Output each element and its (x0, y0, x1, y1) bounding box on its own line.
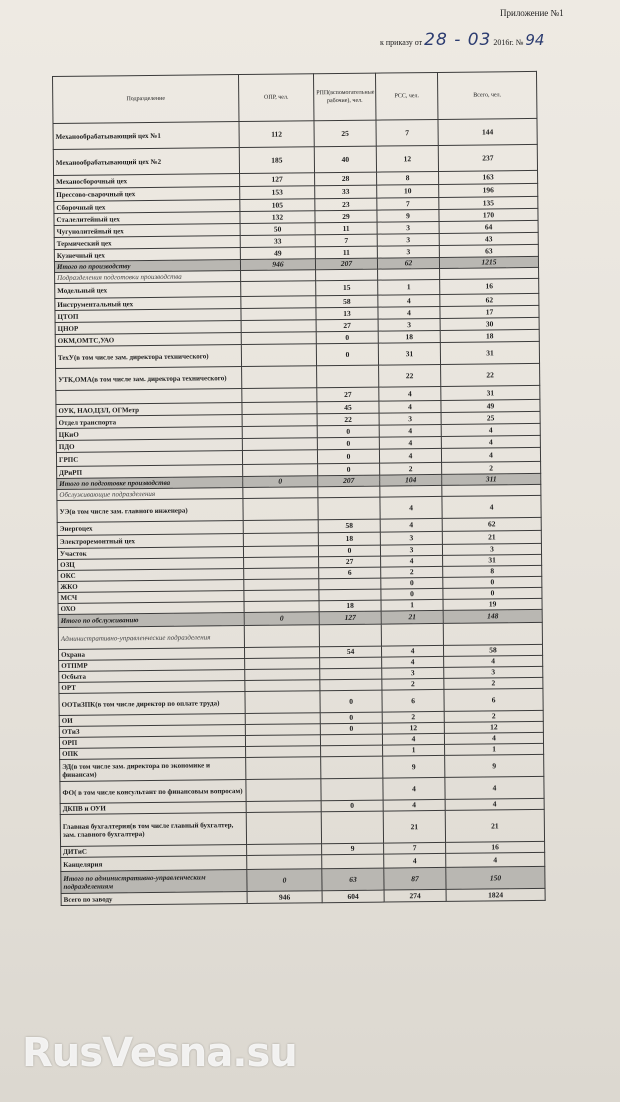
cell-value (245, 713, 320, 725)
cell-value: 4 (441, 423, 540, 436)
cell-department: ОЗЦ (58, 558, 244, 571)
cell-department: ДИТиС (61, 845, 247, 858)
cell-value: 25 (314, 120, 376, 147)
cell-value: 1 (378, 279, 440, 295)
cell-value: 4 (379, 424, 441, 437)
cell-value: 9 (322, 843, 384, 855)
cell-department: ДРиРП (57, 465, 243, 479)
cell-department: Прессово-сварочный цех (54, 187, 240, 202)
cell-value: 27 (317, 387, 379, 402)
cell-value: 23 (315, 198, 377, 211)
cell-value: 0 (243, 476, 318, 488)
cell-value: 1 (383, 744, 445, 756)
cell-value (245, 735, 320, 747)
cell-value: 3 (378, 318, 440, 331)
cell-value (318, 497, 380, 520)
cell-department: Сборочный цех (54, 200, 240, 214)
cell-value: 6 (444, 688, 543, 711)
cell-department: Итого по административно-управленческим подразделениям (61, 870, 247, 894)
cell-department: ЦТОП (55, 309, 241, 323)
cell-value (244, 590, 319, 602)
cell-value: 25 (441, 411, 540, 424)
cell-value: 31 (443, 554, 542, 566)
cell-value: 16 (446, 841, 545, 853)
cell-value (242, 414, 317, 427)
cell-department: ЭД(в том числе зам. директора по экономике и финансам) (60, 758, 246, 782)
cell-value: 22 (379, 364, 441, 387)
cell-value (318, 486, 380, 498)
cell-value: 207 (318, 475, 380, 487)
cell-value (380, 485, 442, 497)
cell-value: 64 (439, 220, 538, 233)
cell-department: Административно-управленческие подразделения (58, 626, 244, 650)
cell-value: 12 (382, 722, 444, 734)
cell-value: 22 (441, 363, 540, 386)
cell-value (244, 647, 319, 659)
cell-value: 8 (443, 565, 542, 577)
cell-value (320, 657, 382, 669)
cell-value (321, 811, 383, 844)
cell-value: 0 (443, 587, 542, 599)
column-header: ОПР, чел. (238, 74, 313, 122)
cell-value: 18 (440, 329, 539, 342)
cell-department: УТК,ОМА(в том числе зам. директора технического) (56, 367, 242, 391)
cell-value (246, 757, 321, 780)
cell-value (246, 779, 321, 802)
cell-value: 4 (383, 777, 445, 800)
cell-value: 4 (381, 555, 443, 567)
cell-value: 21 (445, 809, 544, 842)
cell-value (320, 734, 382, 746)
cell-value (246, 801, 321, 813)
cell-value: 1215 (439, 256, 538, 268)
cell-department: Термический цех (54, 236, 240, 250)
cell-value: 2 (380, 462, 442, 475)
cell-department: Охрана (59, 648, 245, 661)
cell-value: 45 (317, 401, 379, 414)
cell-value: 274 (384, 889, 446, 902)
cell-value (242, 388, 317, 403)
cell-value: 104 (380, 474, 442, 486)
cell-value: 153 (240, 186, 315, 200)
cell-value: 62 (442, 517, 541, 531)
cell-department: ФО( в том числе консультант по финансовым вопросам) (60, 780, 246, 804)
cell-value: 16 (440, 278, 539, 294)
cell-value: 4 (378, 306, 440, 319)
cell-value: 127 (240, 173, 315, 187)
cell-value (245, 724, 320, 736)
cell-department: Механообрабатывающий цех №1 (53, 122, 239, 150)
cell-value: 4 (379, 386, 441, 401)
cell-value: 4 (446, 852, 545, 867)
cell-value: 22 (317, 413, 379, 426)
cell-department: ООТиЗПК(в том числе директор по оплате труда) (59, 692, 245, 716)
appendix-label: Приложение №1 (500, 8, 564, 18)
cell-value (381, 623, 443, 646)
cell-value (243, 546, 318, 558)
table-body (53, 118, 545, 905)
cell-department: ОУК, НАО,ЦЗЛ, ОГМетр (56, 403, 242, 417)
cell-value: 4 (379, 400, 441, 413)
cell-value: 30 (440, 317, 539, 330)
cell-value: 7 (384, 842, 446, 854)
cell-value: 9 (377, 209, 439, 222)
cell-value: 946 (247, 891, 322, 904)
cell-value: 27 (316, 319, 378, 332)
cell-value: 87 (384, 867, 446, 890)
cell-value: 4 (441, 447, 540, 462)
cell-value: 3 (380, 531, 442, 545)
order-number: 94 (525, 31, 545, 49)
cell-value: 0 (316, 343, 378, 366)
cell-department: УЭ(в том числе зам. главного инженера) (57, 499, 243, 523)
cell-value (242, 426, 317, 439)
cell-department: Энергоцех (57, 521, 243, 536)
cell-department: ОТПМР (59, 659, 245, 672)
cell-value: 63 (322, 868, 384, 891)
cell-department: Подразделения подготовки производства (55, 271, 241, 284)
cell-value: 19 (443, 598, 542, 610)
cell-value: 135 (439, 196, 538, 209)
cell-department: ОТиЗ (59, 725, 245, 738)
cell-value: 185 (239, 147, 314, 174)
cell-value: 49 (441, 399, 540, 412)
order-date: 28 - 03 (424, 30, 492, 50)
cell-value (317, 365, 379, 388)
cell-value: 7 (376, 119, 438, 146)
cell-value: 9 (445, 754, 544, 777)
cell-value: 132 (240, 211, 315, 224)
cell-department: Модельный цех (55, 282, 241, 299)
cell-value: 1 (381, 599, 443, 611)
cell-value: 0 (247, 869, 322, 892)
cell-value: 49 (240, 247, 315, 260)
cell-value: 4 (444, 732, 543, 744)
cell-value (320, 679, 382, 691)
cell-value (319, 589, 381, 601)
cell-value (241, 308, 316, 321)
cell-department: ПДО (56, 439, 242, 453)
cell-value: 7 (377, 197, 439, 210)
cell-value: 2 (444, 677, 543, 689)
cell-value: 12 (376, 145, 438, 172)
cell-value (321, 745, 383, 757)
cell-value (241, 332, 316, 345)
order-year: 2016г. № (493, 38, 524, 47)
order-prefix: к приказу от (380, 38, 423, 47)
cell-value: 196 (439, 183, 538, 197)
cell-department: Итого по производству (54, 260, 240, 273)
cell-value (319, 578, 381, 590)
cell-value (242, 366, 317, 389)
cell-value: 163 (439, 170, 538, 184)
cell-value: 11 (315, 222, 377, 235)
cell-value: 13 (316, 307, 378, 320)
cell-value (244, 568, 319, 580)
cell-value (243, 498, 318, 521)
cell-value: 3 (377, 245, 439, 258)
table-header-row (53, 71, 537, 123)
cell-value: 2 (382, 711, 444, 723)
cell-value: 3 (377, 233, 439, 246)
cell-department: ОХО (58, 602, 244, 615)
cell-value: 0 (381, 577, 443, 589)
cell-department: ГРПС (56, 451, 242, 467)
cell-department: ОКМ,ОМТС,УАО (55, 333, 241, 347)
cell-value: 148 (443, 609, 542, 623)
cell-value (247, 855, 322, 870)
cell-value (244, 579, 319, 591)
cell-value (242, 438, 317, 451)
cell-value: 1 (445, 743, 544, 755)
cell-value: 0 (320, 690, 382, 713)
cell-value: 4 (380, 518, 442, 532)
cell-value: 0 (317, 425, 379, 438)
cell-value (241, 320, 316, 333)
cell-value (243, 533, 318, 547)
cell-department: ОПК (60, 747, 246, 760)
cell-value: 6 (382, 689, 444, 712)
cell-value: 54 (319, 646, 381, 658)
cell-value: 4 (444, 655, 543, 667)
cell-value: 237 (438, 144, 537, 171)
cell-value: 62 (377, 257, 439, 269)
cell-value: 31 (440, 341, 539, 364)
cell-value: 3 (444, 666, 543, 678)
cell-value: 4 (379, 436, 441, 449)
cell-value: 4 (384, 853, 446, 868)
cell-value: 11 (315, 246, 377, 259)
cell-value: 7 (315, 234, 377, 247)
cell-value: 29 (315, 210, 377, 223)
cell-value: 4 (378, 294, 440, 307)
cell-value: 127 (319, 611, 381, 625)
cell-department: Участок (57, 547, 243, 560)
cell-value (242, 402, 317, 415)
cell-department: Отдел транспорта (56, 415, 242, 429)
cell-department: Канцелярия (61, 856, 247, 872)
cell-value: 150 (446, 866, 545, 889)
cell-value: 4 (445, 798, 544, 810)
cell-value (241, 281, 316, 297)
cell-department: Итого по обслуживанию (58, 613, 244, 628)
cell-department: МСЧ (58, 591, 244, 604)
cell-value: 4 (445, 776, 544, 799)
cell-value: 27 (319, 556, 381, 568)
cell-value: 62 (440, 293, 539, 306)
cell-value: 9 (383, 755, 445, 778)
cell-department: ЖКО (58, 580, 244, 593)
cell-value (241, 270, 316, 282)
cell-value: 12 (444, 721, 543, 733)
cell-value: 0 (317, 437, 379, 450)
cell-value: 43 (439, 232, 538, 245)
cell-value: 63 (439, 244, 538, 257)
cell-department: ОРП (59, 736, 245, 749)
cell-value: 0 (316, 331, 378, 344)
cell-value: 0 (244, 612, 319, 626)
cell-department: ТехУ(в том числе зам. директора технического) (55, 345, 241, 369)
cell-value: 40 (314, 146, 376, 173)
column-header: РПП(вспомогательные рабочие), чел. (313, 73, 375, 121)
cell-department: Сталелитейный цех (54, 212, 240, 226)
cell-department: Инструментальный цех (55, 297, 241, 311)
cell-value: 58 (443, 644, 542, 656)
cell-value: 4 (379, 448, 441, 463)
cell-department: Кузнечный цех (54, 248, 240, 262)
cell-value: 3 (377, 221, 439, 234)
cell-value (321, 756, 383, 779)
cell-value: 4 (441, 435, 540, 448)
cell-value: 58 (316, 295, 378, 308)
cell-value: 0 (443, 576, 542, 588)
cell-value: 144 (438, 118, 537, 145)
cell-value: 1824 (446, 888, 545, 901)
cell-value: 50 (240, 223, 315, 236)
cell-department: Обслуживающие подразделения (57, 488, 243, 501)
column-header: Подразделение (53, 75, 239, 124)
cell-value (241, 296, 316, 309)
cell-value (245, 691, 320, 714)
cell-value (245, 658, 320, 670)
watermark-logo: RusVesna.su (22, 1030, 297, 1076)
cell-department: Всего по заводу (61, 892, 247, 906)
cell-value: 31 (378, 342, 440, 365)
cell-value: 4 (380, 496, 442, 519)
staffing-table (52, 71, 546, 906)
cell-value: 3 (379, 412, 441, 425)
cell-value: 6 (319, 567, 381, 579)
cell-value (320, 668, 382, 680)
cell-value: 58 (318, 519, 380, 533)
cell-value: 4 (382, 656, 444, 668)
cell-department: ОКС (58, 569, 244, 582)
column-header: РСС, чел. (375, 72, 437, 120)
cell-value (322, 854, 384, 869)
cell-department: ОИ (59, 714, 245, 727)
cell-value (246, 812, 321, 845)
cell-value: 28 (315, 172, 377, 186)
cell-value (244, 601, 319, 613)
cell-value (245, 680, 320, 692)
cell-value (243, 464, 318, 477)
cell-value: 18 (319, 600, 381, 612)
cell-value: 3 (380, 544, 442, 556)
cell-value: 0 (320, 712, 382, 724)
cell-value: 18 (378, 330, 440, 343)
cell-department: Осбыта (59, 670, 245, 683)
cell-value (242, 450, 317, 465)
cell-value: 17 (440, 305, 539, 318)
cell-value (245, 669, 320, 681)
cell-value: 21 (383, 810, 445, 843)
cell-value: 2 (382, 678, 444, 690)
cell-value: 8 (377, 171, 439, 185)
cell-value: 2 (381, 566, 443, 578)
cell-department: ЦКиО (56, 427, 242, 441)
cell-value: 21 (442, 530, 541, 544)
table-row (60, 809, 544, 846)
cell-value: 4 (382, 733, 444, 745)
cell-department: Главная бухгалтерия(в том числе главный бухгалтер, зам. главного бухгалтера) (60, 813, 246, 847)
cell-value: 0 (318, 463, 380, 476)
cell-department: ЦНОР (55, 321, 241, 335)
cell-value: 170 (439, 208, 538, 221)
cell-value: 0 (318, 545, 380, 557)
cell-value (243, 487, 318, 499)
cell-department: ДКПВ и ОУИ (60, 802, 246, 815)
cell-value: 311 (442, 473, 541, 485)
cell-value: 0 (317, 449, 379, 464)
cell-value: 4 (383, 799, 445, 811)
cell-value (319, 624, 381, 647)
cell-value (443, 622, 542, 645)
cell-department: Итого по подготовке производства (57, 477, 243, 490)
cell-value: 3 (382, 667, 444, 679)
cell-value (244, 557, 319, 569)
cell-value: 18 (318, 532, 380, 546)
cell-value (241, 344, 316, 367)
cell-value: 0 (320, 723, 382, 735)
cell-value: 2 (444, 710, 543, 722)
cell-value (246, 746, 321, 758)
cell-department: Механосборочный цех (54, 174, 240, 189)
cell-value: 31 (441, 385, 540, 400)
order-line (380, 30, 544, 50)
cell-value: 0 (381, 588, 443, 600)
cell-value: 105 (240, 199, 315, 212)
cell-value: 21 (381, 610, 443, 624)
cell-department: ОРТ (59, 681, 245, 694)
cell-value: 10 (377, 184, 439, 198)
cell-value: 112 (239, 121, 314, 148)
cell-value (243, 520, 318, 534)
cell-value: 207 (315, 258, 377, 270)
cell-value (321, 778, 383, 801)
cell-department: Чугунолитейный цех (54, 224, 240, 238)
cell-value: 33 (315, 185, 377, 199)
cell-value: 946 (240, 259, 315, 271)
cell-value: 4 (442, 495, 541, 518)
column-header: Всего, чел. (437, 71, 536, 119)
cell-value: 33 (240, 235, 315, 248)
cell-value: 15 (316, 280, 378, 296)
cell-value (316, 269, 378, 281)
cell-value (247, 844, 322, 856)
cell-department: Электроремонтный цех (57, 534, 243, 549)
cell-value: 0 (321, 800, 383, 812)
cell-value (244, 625, 319, 648)
cell-value: 4 (381, 645, 443, 657)
cell-department: Механообрабатывающий цех №2 (53, 148, 239, 176)
cell-value: 604 (322, 890, 384, 903)
cell-value: 3 (442, 543, 541, 555)
staffing-table-wrapper (52, 71, 545, 906)
cell-value: 2 (442, 461, 541, 474)
cell-value (378, 268, 440, 280)
